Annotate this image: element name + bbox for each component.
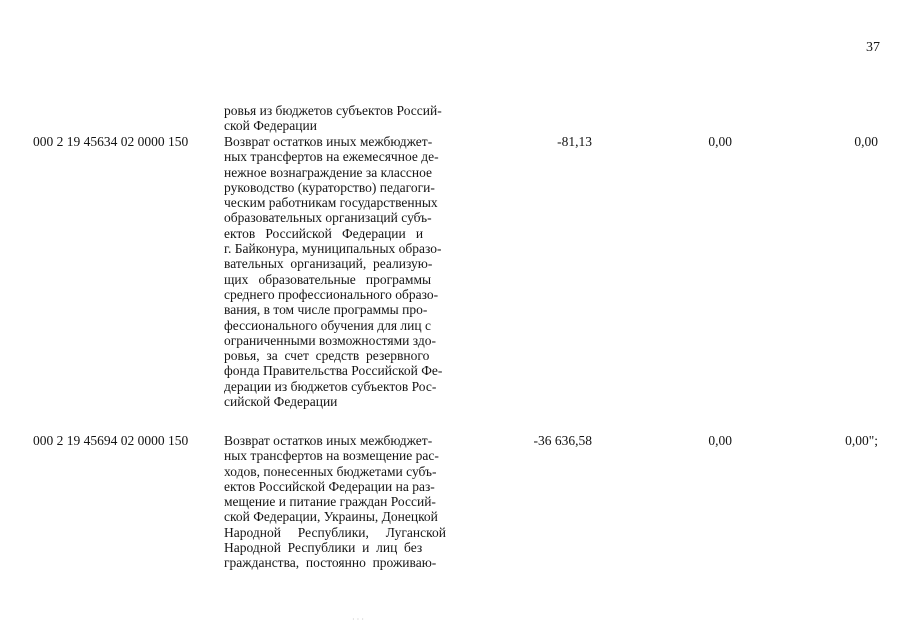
page-number: 37: [866, 40, 880, 55]
amount-value-1: -81,13: [557, 134, 592, 149]
row-description: Возврат остатков иных межбюджет- ных трансфертов на ежемесячное де- нежное вознаграждение за классное руководство (кураторство) педагоги- ческим работникам государственных образовательных организаций субъ- ектов Российской Федерации и г. Байконура, муниципальных образо- вательных организаций, реализую- щих образовательные программы среднего профессионального образо- вания, в том числе программы про- фессионального обучения для лиц с ограниченными возможностями здо- ровья, за счет средств резервного фонда Правительства Российской Фе- дерации из бюджетов субъектов Рос- сийской Федерации: [224, 134, 443, 410]
amount-value-2: 0,00: [708, 433, 732, 448]
amount-value-2: 0,00: [708, 134, 732, 149]
budget-code: 000 2 19 45694 02 0000 150: [33, 433, 189, 448]
amount-value-3: 0,00: [854, 134, 878, 149]
row-description: Возврат остатков иных межбюджет- ных трансфертов на возмещение рас- ходов, понесенных бюджетами субъ- ектов Российской Федерации на раз- мещение и питание граждан Россий- ской Федерации, Украины, Донецкой Народной Республики, Луганской Народной Республики и лиц без гражданства, постоянно проживаю-: [224, 433, 446, 571]
budget-code: 000 2 19 45634 02 0000 150: [33, 134, 189, 149]
continued-description: ровья из бюджетов субъектов Россий- ской Федерации: [224, 103, 442, 134]
amount-value-1: -36 636,58: [533, 433, 592, 448]
scan-artifact: ···: [352, 615, 366, 624]
amount-value-3: 0,00";: [845, 433, 878, 448]
